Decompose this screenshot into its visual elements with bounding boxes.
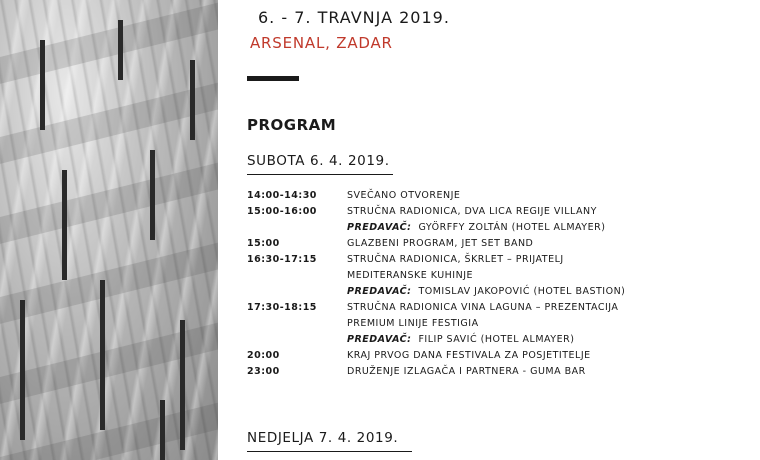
schedule-row (247, 316, 727, 332)
schedule-time: 23:00 (247, 366, 280, 377)
schedule-desc: KRAJ PRVOG DANA FESTIVALA ZA POSJETITELJE (347, 350, 591, 361)
schedule-time: 17:30-18:15 (247, 302, 317, 313)
schedule-time: 14:00-14:30 (247, 190, 317, 201)
schedule-desc: STRUČNA RADIONICA, DVA LICA REGIJE VILLANY (347, 206, 597, 217)
speaker-name: FILIP SAVIĆ (HOTEL ALMAYER) (418, 334, 575, 345)
schedule-row (247, 332, 727, 348)
speaker-label: PREDAVAČ: (347, 286, 412, 297)
schedule-time: 16:30-17:15 (247, 254, 317, 265)
photo-divider (218, 0, 222, 460)
speaker (347, 220, 605, 236)
schedule-row (247, 220, 727, 236)
schedule-desc: STRUČNA RADIONICA, ŠKRLET – PRIJATELJ (347, 254, 564, 265)
speaker (347, 332, 574, 348)
day-title: SUBOTA 6. 4. 2019. (247, 153, 390, 169)
schedule-desc: DRUŽENJE IZLAGAČA I PARTNERA - GUMA BAR (347, 366, 586, 377)
speaker-name: GYÖRFFY ZOLTÁN (HOTEL ALMAYER) (418, 222, 606, 233)
schedule-row (247, 364, 727, 380)
program-title: PROGRAM (247, 116, 337, 134)
schedule-row (247, 252, 727, 268)
speaker (347, 284, 625, 300)
schedule-row (247, 268, 727, 284)
speaker-label: PREDAVAČ: (347, 222, 412, 233)
schedule-row (247, 236, 727, 252)
schedule-time: 20:00 (247, 350, 280, 361)
schedule-desc: GLAZBENI PROGRAM, JET SET BAND (347, 238, 534, 249)
schedule-row (247, 300, 727, 316)
day-heading-sunday (247, 430, 398, 449)
vineyard-photo (0, 0, 218, 460)
schedule-row (247, 204, 727, 220)
schedule-row (247, 284, 727, 300)
event-venue: ARSENAL, ZADAR (250, 34, 393, 52)
day-title: NEDJELJA 7. 4. 2019. (247, 430, 399, 446)
schedule-time: 15:00-16:00 (247, 206, 317, 217)
divider-bar (247, 76, 299, 81)
schedule-desc: PREMIUM LINIJE FESTIGIA (347, 318, 479, 329)
schedule-row (247, 348, 727, 364)
speaker-name: TOMISLAV JAKOPOVIĆ (HOTEL BASTION) (418, 286, 626, 297)
schedule-saturday (247, 188, 727, 380)
day-heading-saturday (247, 153, 390, 172)
schedule-desc: MEDITERANSKE KUHINJE (347, 270, 474, 281)
schedule-row (247, 188, 727, 204)
event-date: 6. - 7. TRAVNJA 2019. (258, 8, 450, 27)
schedule-desc: SVEČANO OTVORENJE (347, 190, 461, 201)
schedule-desc: STRUČNA RADIONICA VINA LAGUNA – PREZENTACIJA (347, 302, 619, 313)
schedule-time: 15:00 (247, 238, 280, 249)
speaker-label: PREDAVAČ: (347, 334, 412, 345)
